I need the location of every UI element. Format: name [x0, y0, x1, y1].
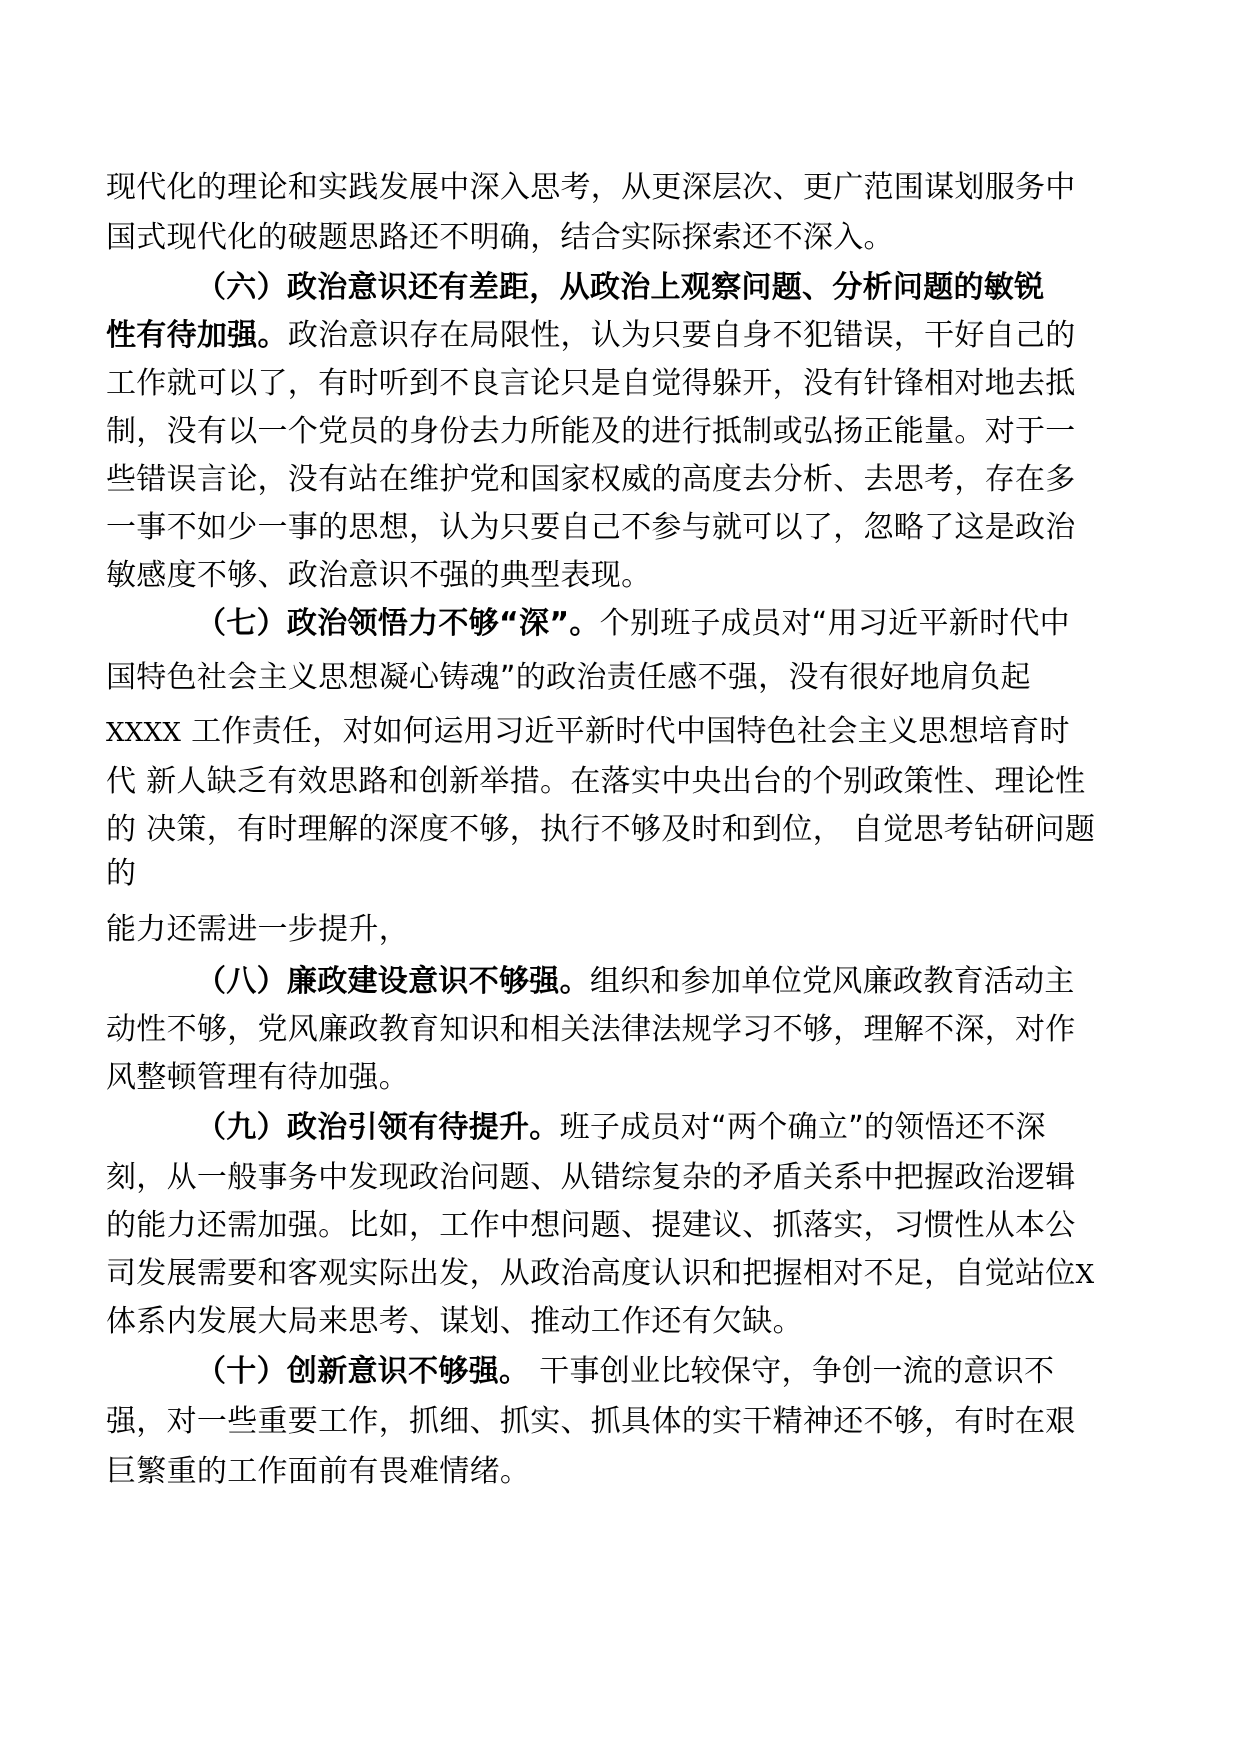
text-line: 动性不够，党风廉政教育知识和相关法律法规学习不够，理解不深，对作	[106, 1012, 1076, 1047]
placeholder-x: X	[1075, 1260, 1095, 1290]
text-line: 些错误言论，没有站在维护党和国家权威的高度去分析、去思考，存在多	[106, 462, 1076, 497]
text-line: 的能力还需加强。比如，工作中想问题、提建议、抓落实，习惯性从本公	[106, 1208, 1076, 1243]
placeholder-xxxx: XXXX	[106, 718, 182, 748]
text-line: 巨繁重的工作面前有畏难情绪。	[106, 1454, 531, 1489]
text-line: 风整顿管理有待加强。	[106, 1060, 409, 1095]
text-line: 能力还需进一步提升，	[106, 912, 409, 947]
text-line: 性有待加强。政治意识存在局限性，认为只要自身不犯错误，干好自己的	[106, 318, 1076, 353]
text-line: XXXX 工作责任，对如何运用习近平新时代中国特色社会主义思想培育时	[106, 714, 1070, 749]
text-line: 国特色社会主义思想凝心铸魂”的政治责任感不强，没有很好地肩负起	[106, 660, 1031, 695]
text-line: 一事不如少一事的思想，认为只要自己不参与就可以了，忽略了这是政治	[106, 510, 1076, 545]
text-line: 强，对一些重要工作，抓细、抓实、抓具体的实干精神还不够，有时在艰	[106, 1404, 1076, 1439]
section-heading-7: （七）政治领悟力不够“深”。个别班子成员对“用习近平新时代中	[196, 606, 1070, 641]
section-heading-6-continued: 性有待加强。	[106, 318, 288, 353]
text-line: 的 决策，有时理解的深度不够，执行不够及时和到位， 自觉思考钻研问题	[106, 812, 1096, 847]
text-line: 敏感度不够、政治意识不强的典型表现。	[106, 558, 652, 593]
section-heading-8: （八）廉政建设意识不够强。组织和参加单位党风廉政教育活动主	[196, 964, 1075, 999]
text-line: 现代化的理论和实践发展中深入思考，从更深层次、更广范围谋划服务中	[106, 170, 1076, 205]
text-line: 制，没有以一个党员的身份去力所能及的进行抵制或弘扬正能量。对于一	[106, 414, 1076, 449]
text-line: 司发展需要和客观实际出发，从政治高度认识和把握相对不足，自觉站位X	[106, 1256, 1095, 1291]
text-line: 的	[106, 856, 137, 891]
text-line: 工作就可以了，有时听到不良言论只是自觉得躲开，没有针锋相对地去抵	[106, 366, 1076, 401]
text-line: 代 新人缺乏有效思路和创新举措。在落实中央出台的个别政策性、理论性	[106, 764, 1086, 799]
section-heading-6: （六）政治意识还有差距，从政治上观察问题、分析问题的敏锐	[196, 270, 1045, 305]
section-heading-9: （九）政治引领有待提升。班子成员对“两个确立”的领悟还不深	[196, 1110, 1046, 1145]
text-line: 国式现代化的破题思路还不明确，结合实际探索还不深入。	[106, 220, 894, 255]
section-heading-10: （十）创新意识不够强。 干事创业比较保守，争创一流的意识不	[196, 1354, 1055, 1389]
text-line: 刻，从一般事务中发现政治问题、从错综复杂的矛盾关系中把握政治逻辑	[106, 1160, 1076, 1195]
text-line: 体系内发展大局来思考、谋划、推动工作还有欠缺。	[106, 1304, 803, 1339]
